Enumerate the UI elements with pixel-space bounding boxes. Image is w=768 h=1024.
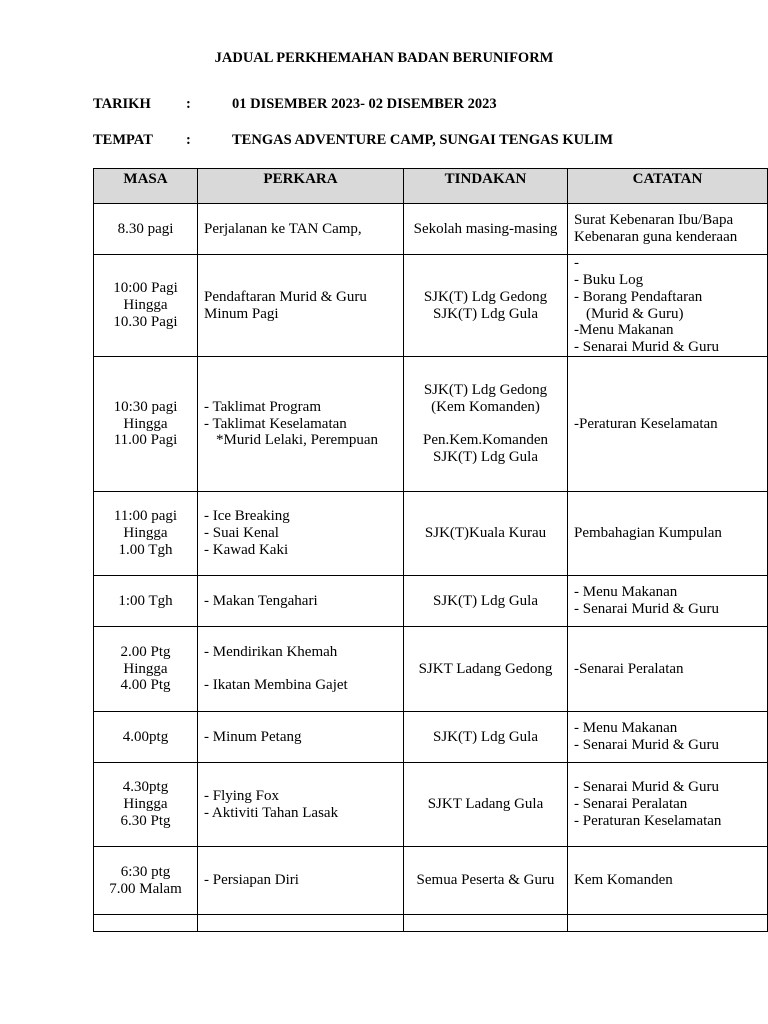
cell-tindakan bbox=[404, 763, 568, 847]
cell-line: - Senarai Murid & Guru bbox=[574, 737, 719, 753]
cell-perkara bbox=[198, 712, 404, 763]
header-perkara: PERKARA bbox=[198, 169, 404, 204]
cell-tindakan bbox=[404, 915, 568, 932]
cell-line: - Taklimat Keselamatan bbox=[204, 415, 347, 432]
cell-masa bbox=[94, 627, 198, 712]
cell-catatan bbox=[568, 763, 768, 847]
cell-line: Sekolah masing-masing bbox=[413, 220, 558, 237]
table-row bbox=[94, 255, 768, 357]
cell-line: SJKT Ladang Gedong bbox=[418, 660, 553, 677]
cell-perkara bbox=[198, 915, 404, 932]
cell-line: - Ice Breaking bbox=[204, 508, 290, 525]
cell-line: - Menu Makanan bbox=[574, 584, 678, 601]
cell-perkara bbox=[198, 357, 404, 492]
cell-line: Hingga bbox=[123, 796, 168, 813]
cell-line: SJK(T) Ldg Gula bbox=[433, 592, 538, 609]
cell-line: SJK(T) Ldg Gedong bbox=[423, 382, 548, 399]
cell-line bbox=[410, 416, 561, 433]
cell-line: 1.00 Tgh bbox=[118, 541, 173, 558]
cell-tindakan bbox=[404, 627, 568, 712]
header-catatan: CATATAN bbox=[568, 169, 768, 204]
cell-line: - Buku Log bbox=[574, 272, 644, 289]
cell-tindakan bbox=[404, 357, 568, 492]
cell-masa bbox=[94, 204, 198, 255]
cell-line: 2.00 Ptg bbox=[120, 643, 171, 660]
cell-catatan bbox=[568, 847, 768, 915]
cell-line: Surat Kebenaran Ibu/Bapa bbox=[574, 212, 734, 229]
table-row bbox=[94, 847, 768, 915]
cell-line: - Taklimat Program bbox=[204, 398, 321, 415]
cell-catatan bbox=[568, 255, 768, 357]
cell-perkara bbox=[198, 763, 404, 847]
cell-masa bbox=[94, 357, 198, 492]
cell-line: - Borang Pendaftaran bbox=[574, 288, 703, 305]
table-row bbox=[94, 712, 768, 763]
table-row bbox=[94, 204, 768, 255]
cell-line: Perjalanan ke TAN Camp, bbox=[204, 220, 362, 237]
tempat-label: TEMPAT bbox=[93, 132, 153, 148]
cell-line: - Peraturan Keselamatan bbox=[574, 812, 722, 829]
cell-masa bbox=[94, 492, 198, 576]
cell-line: -Menu Makanan bbox=[574, 322, 674, 339]
cell-perkara bbox=[198, 255, 404, 357]
cell-tindakan bbox=[404, 576, 568, 627]
cell-line: - Ikatan Membina Gajet bbox=[204, 677, 348, 694]
document-title: JADUAL PERKHEMAHAN BADAN BERUNIFORM bbox=[214, 50, 554, 66]
cell-line: SJK(T) Ldg Gedong bbox=[423, 288, 548, 305]
cell-line: SJKT Ladang Gula bbox=[427, 796, 544, 813]
table-row bbox=[94, 576, 768, 627]
cell-line: 10:30 pagi bbox=[113, 398, 178, 415]
cell-line: *Murid Lelaki, Perempuan bbox=[216, 432, 379, 449]
cell-line: - Suai Kenal bbox=[204, 525, 279, 542]
cell-line: 6.30 Ptg bbox=[120, 812, 171, 829]
cell-perkara bbox=[198, 627, 404, 712]
cell-line: 7.00 Malam bbox=[109, 880, 182, 897]
cell-line: 11:00 pagi bbox=[113, 508, 178, 525]
cell-masa bbox=[94, 763, 198, 847]
cell-line: 10:00 Pagi bbox=[113, 280, 178, 297]
cell-line: 4.30ptg bbox=[122, 779, 169, 796]
table-row bbox=[94, 763, 768, 847]
cell-line bbox=[204, 661, 397, 678]
cell-perkara bbox=[198, 847, 404, 915]
cell-line: Hingga bbox=[123, 525, 168, 542]
cell-line: 4.00 Ptg bbox=[120, 677, 171, 694]
cell-line: (Murid & Guru) bbox=[586, 305, 684, 322]
cell-line: -Senarai Peralatan bbox=[574, 660, 684, 677]
cell-line: Kem Komanden bbox=[574, 872, 673, 889]
cell-tindakan bbox=[404, 255, 568, 357]
cell-line: - Mendirikan Khemah bbox=[204, 643, 338, 660]
table-row bbox=[94, 357, 768, 492]
cell-line: 11.00 Pagi bbox=[113, 432, 178, 449]
cell-catatan bbox=[568, 627, 768, 712]
cell-catatan bbox=[568, 712, 768, 763]
cell-tindakan bbox=[404, 204, 568, 255]
cell-line: - Flying Fox bbox=[204, 787, 280, 804]
schedule-body bbox=[94, 204, 768, 932]
cell-catatan bbox=[568, 357, 768, 492]
cell-masa bbox=[94, 915, 198, 932]
cell-perkara bbox=[198, 576, 404, 627]
cell-line: Hingga bbox=[123, 297, 168, 314]
cell-line: 1:00 Tgh bbox=[118, 592, 173, 609]
cell-catatan bbox=[568, 204, 768, 255]
cell-masa bbox=[94, 255, 198, 357]
table-row bbox=[94, 492, 768, 576]
tarikh-value: 01 DISEMBER 2023- 02 DISEMBER 2023 bbox=[232, 96, 497, 112]
cell-line: - Senarai Murid & Guru bbox=[574, 338, 719, 355]
cell-line: SJK(T) Ldg Gula bbox=[433, 449, 538, 466]
cell-line: SJK(T)Kuala Kurau bbox=[424, 525, 547, 542]
cell-line: - Menu Makanan bbox=[574, 720, 678, 737]
cell-line: 6:30 ptg bbox=[120, 863, 171, 880]
cell-line: Semua Peserta & Guru bbox=[416, 872, 555, 889]
cell-perkara bbox=[198, 204, 404, 255]
cell-line: - Senarai Murid & Guru bbox=[574, 779, 719, 796]
cell-line: 10.30 Pagi bbox=[113, 313, 178, 330]
cell-line: - Kawad Kaki bbox=[204, 541, 289, 558]
cell-line: - Persiapan Diri bbox=[204, 872, 299, 889]
table-row bbox=[94, 915, 768, 932]
cell-line: Pendaftaran Murid & Guru bbox=[204, 288, 367, 305]
cell-catatan bbox=[568, 915, 768, 932]
cell-masa bbox=[94, 712, 198, 763]
cell-line: - Senarai Murid & Guru bbox=[574, 601, 719, 617]
cell-catatan bbox=[568, 576, 768, 627]
cell-line: Hingga bbox=[123, 415, 168, 432]
cell-line: Kebenaran guna kenderaan bbox=[574, 229, 738, 245]
tarikh-colon: : bbox=[186, 96, 191, 112]
cell-line: - Aktiviti Tahan Lasak bbox=[204, 804, 339, 821]
header-tindakan: TINDAKAN bbox=[404, 169, 568, 204]
cell-tindakan bbox=[404, 492, 568, 576]
cell-line: - Minum Petang bbox=[204, 728, 302, 745]
tempat-value: TENGAS ADVENTURE CAMP, SUNGAI TENGAS KULIM bbox=[232, 132, 614, 148]
schedule-table bbox=[93, 168, 768, 932]
cell-line: Minum Pagi bbox=[204, 305, 279, 322]
cell-line: 4.00ptg bbox=[122, 728, 169, 745]
cell-line: Pembahagian Kumpulan bbox=[574, 525, 722, 542]
cell-tindakan bbox=[404, 712, 568, 763]
cell-line: 8.30 pagi bbox=[117, 220, 174, 237]
cell-catatan bbox=[568, 492, 768, 576]
cell-line: - Senarai Peralatan bbox=[574, 796, 688, 813]
header-masa: MASA bbox=[94, 169, 198, 204]
cell-line: (Kem Komanden) bbox=[431, 398, 540, 415]
cell-masa bbox=[94, 576, 198, 627]
tempat-colon: : bbox=[186, 132, 191, 148]
cell-line: Hingga bbox=[123, 660, 168, 677]
cell-line: SJK(T) Ldg Gula bbox=[433, 305, 538, 322]
table-header-row bbox=[94, 169, 768, 204]
tarikh-label: TARIKH bbox=[93, 96, 151, 112]
cell-line: - Makan Tengahari bbox=[204, 592, 318, 609]
cell-line: Pen.Kem.Komanden bbox=[423, 432, 548, 449]
cell-tindakan bbox=[404, 847, 568, 915]
table-row bbox=[94, 627, 768, 712]
cell-perkara bbox=[198, 492, 404, 576]
cell-masa bbox=[94, 847, 198, 915]
cell-line: - bbox=[574, 255, 579, 272]
cell-line: -Peraturan Keselamatan bbox=[574, 415, 718, 432]
cell-line: SJK(T) Ldg Gula bbox=[433, 728, 538, 745]
